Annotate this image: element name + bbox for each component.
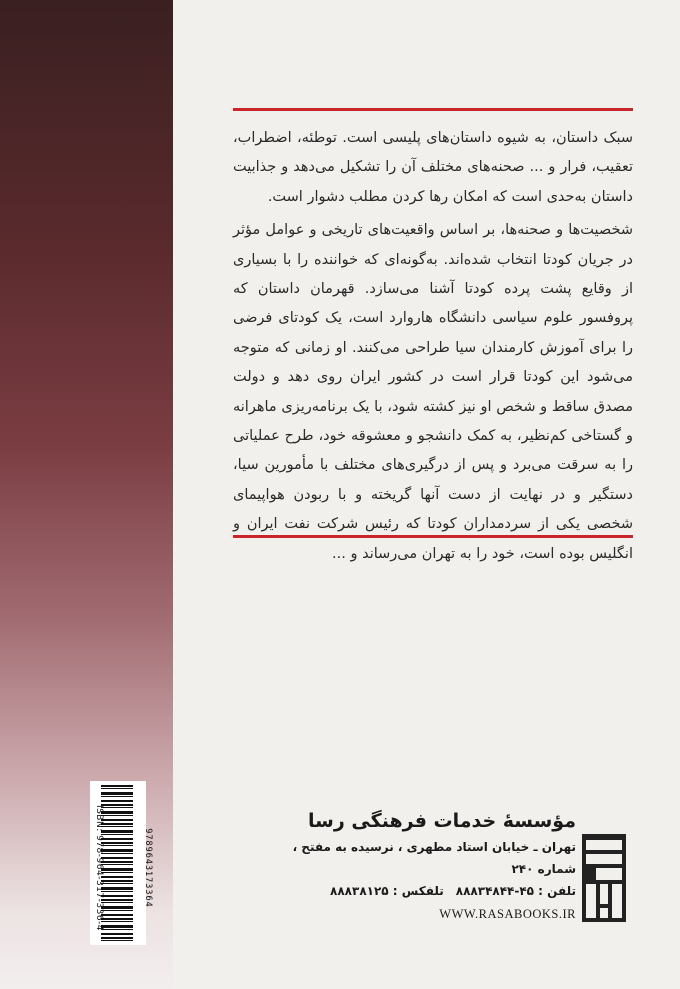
isbn-text: ISBN: 978-964-317-336-4 bbox=[94, 804, 104, 932]
publisher-block bbox=[292, 806, 576, 926]
publisher-phone: تلفن : ۴۵-۸۸۸۳۴۸۴۴ bbox=[455, 884, 576, 898]
blurb-paragraph-2: شخصیت‌ها و صحنه‌ها، بر اساس واقعیت‌های تاریخی و عوامل مؤثر در جریان کودتا انتخاب شده‌اند. به‌گونه‌ای که خواننده را با بسیاری از وقایع پشت پرده کودتا آشنا می‌سازد. قهرمان داستان که پروفسور علوم سیاسی دانشگاه هاروارد است، یک کودتای فرضی را برای آموزش کارمندان سیا طراحی می‌کنند. او زمانی که متوجه می‌شود این کودتا قرار است در کشور ایران روی دهد و دولت مصدق ساقط و شخص او نیز کشته شود، با یک برنامه‌ریزی ماهرانه و گستاخی کم‌نظیر، به کمک دانشجو و معشوقه خود، طرح عملیاتی را به سرقت می‌برد و پس از درگیری‌های مختلف با مأمورین سیا، دستگیر و در نهایت از دست آنها گریخته و با ربودن هواپیمای شخصی یکی از سردمداران کودتا که رئیس شرکت نفت ایران و انگلیس بوده است، خود را به تهران می‌رساند و ... bbox=[233, 222, 633, 562]
publisher-fax: تلفکس : ۸۸۸۳۸۱۲۵ bbox=[330, 884, 444, 898]
back-cover-blurb bbox=[233, 124, 633, 569]
bottom-divider bbox=[233, 535, 633, 538]
barcode-bars bbox=[101, 785, 133, 941]
publisher-name: مؤسسهٔ خدمات فرهنگی رسا bbox=[308, 810, 576, 832]
publisher-logo-icon bbox=[582, 834, 626, 922]
barcode-digits: 9789643173364 bbox=[143, 828, 153, 908]
top-divider bbox=[233, 108, 633, 111]
publisher-phones bbox=[292, 880, 576, 902]
publisher-website: WWW.RASABOOKS.IR bbox=[439, 907, 576, 921]
blurb-paragraph-1: سبک داستان، به شیوه داستان‌های پلیسی است. توطئه، اضطراب، تعقیب، فرار و ... صحنه‌های مختلف آن را تشکیل می‌دهد و جذابیت داستان به‌حدی است که امکان رها کردن مطلب دشوار است. bbox=[233, 130, 633, 205]
publisher-address: تهران ـ خیابان استاد مطهری ، نرسیده به مفتح ، شماره ۲۴۰ bbox=[292, 840, 576, 876]
